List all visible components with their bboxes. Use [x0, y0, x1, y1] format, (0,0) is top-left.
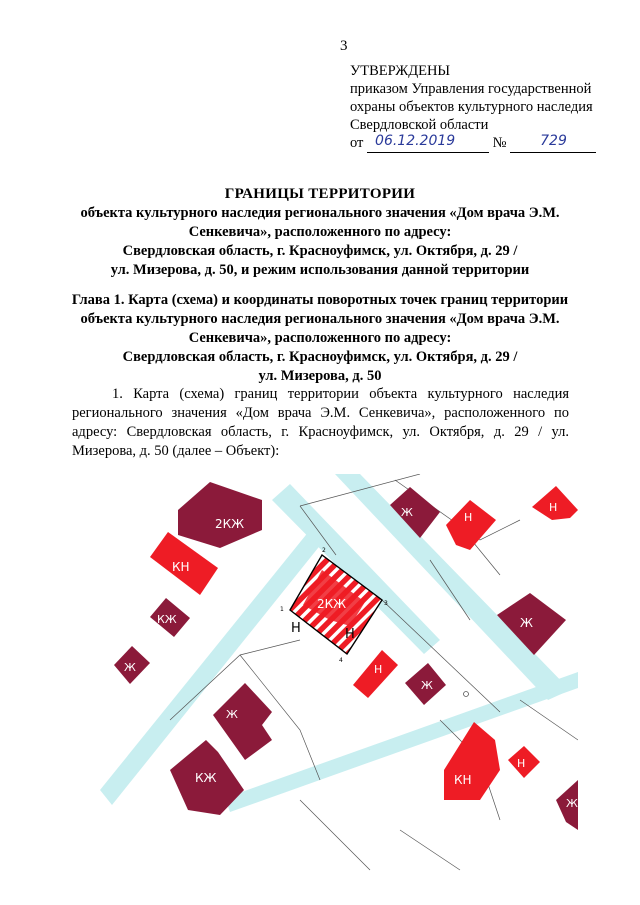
- building-label: 2КЖ: [215, 517, 245, 531]
- map-svg: [100, 474, 578, 905]
- building-label: Ж: [124, 661, 136, 674]
- from-label: от: [350, 135, 364, 151]
- chapter-line: ул. Мизерова, д. 50: [258, 368, 382, 384]
- boundary-point: 2: [322, 547, 326, 554]
- building-label: КН: [454, 773, 472, 787]
- approval-title: УТВЕРЖДЕНЫ: [350, 63, 451, 79]
- building-n: [446, 500, 496, 550]
- page-number: 3: [340, 38, 348, 54]
- building-label: Н: [517, 757, 526, 770]
- number-label: №: [492, 135, 507, 151]
- title-line: Сенкевича», расположенного по адресу:: [188, 224, 452, 240]
- street-lower: [225, 672, 578, 812]
- building-label: Ж: [401, 506, 413, 519]
- date-field: [367, 134, 489, 153]
- chapter-line: Глава 1. Карта (схема) и координаты поворотных точек границ территории: [71, 292, 569, 308]
- map-marker: [464, 692, 469, 697]
- body-paragraph: [72, 385, 569, 461]
- title-heading: ГРАНИЦЫ ТЕРРИТОРИИ: [224, 186, 416, 202]
- building-label: Ж: [421, 679, 433, 692]
- chapter-line: Свердловская область, г. Красноуфимск, ул. Октября, д. 29 /: [122, 349, 518, 365]
- number-value: 729: [540, 133, 567, 149]
- building-label: Н: [464, 511, 473, 524]
- building-zh: [213, 683, 272, 760]
- boundary-point: 3: [384, 600, 388, 607]
- document-title: [70, 185, 570, 280]
- chapter-line: Сенкевича», расположенного по адресу:: [188, 330, 452, 346]
- date-value: 06.12.2019: [375, 133, 456, 149]
- building-kn: [444, 722, 500, 800]
- building-label: Н: [549, 501, 558, 514]
- building-label: КН: [172, 560, 190, 574]
- number-field: [510, 134, 596, 153]
- approval-line: Свердловской области: [350, 117, 489, 133]
- object-sublabel: Н: [345, 627, 355, 642]
- object-label: 2КЖ: [317, 597, 347, 611]
- paragraph-text: 1. Карта (схема) границ территории объекта культурного наследия регионального значения «Дом врача Э.М. Сенкевича», расположенного по адресу: Свердловская область, г. Красноуфимск, ул. Октября, д. 29 / ул. Мизерова, д. 50 (далее – Объект):: [72, 386, 569, 459]
- approval-line: охраны объектов культурного наследия: [350, 99, 593, 115]
- boundary-point: 4: [339, 657, 343, 664]
- building-label: КЖ: [157, 613, 177, 626]
- object-sublabel: Н: [291, 621, 301, 636]
- territory-map: [100, 474, 578, 905]
- building-label: Ж: [226, 708, 238, 721]
- building-label: КЖ: [195, 771, 217, 785]
- title-line: Свердловская область, г. Красноуфимск, ул. Октября, д. 29 /: [122, 243, 518, 259]
- chapter-line: объекта культурного наследия регионального значения «Дом врача Э.М.: [80, 311, 560, 327]
- building-label: Ж: [520, 616, 533, 630]
- approval-date-line: [350, 134, 630, 153]
- title-line: объекта культурного наследия регионального значения «Дом врача Э.М.: [80, 205, 560, 221]
- building-label: Н: [374, 663, 383, 676]
- approval-line: приказом Управления государственной: [350, 81, 592, 97]
- approval-block: [350, 62, 630, 153]
- building-label: Ж: [566, 797, 578, 810]
- boundary-point: 1: [280, 606, 284, 613]
- title-line: ул. Мизерова, д. 50, и режим использования данной территории: [110, 262, 530, 278]
- building-2kzh: [178, 482, 262, 548]
- chapter-title: [70, 291, 570, 386]
